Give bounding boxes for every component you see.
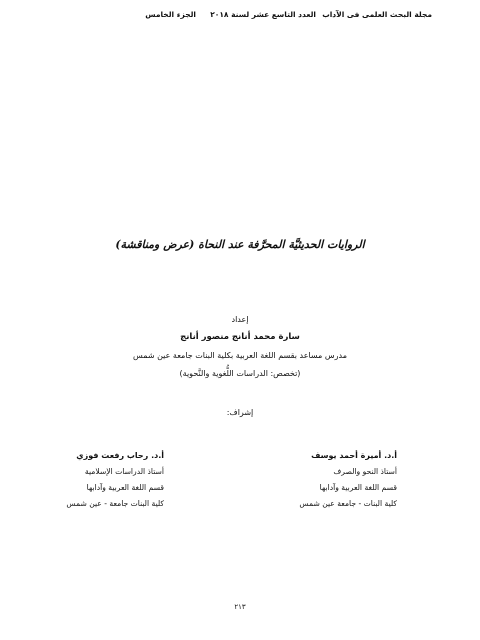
- supervisor-department: قسم اللغة العربية وآدابها: [319, 483, 397, 492]
- supervisor-position: أستاذ الدراسات الإسلامية: [84, 467, 164, 476]
- author-name: سارة محمد أنانج منصور أنانج: [180, 332, 300, 342]
- paper-title: الروايات الحديثيَّة المحرَّفة عند النحاة (عرض ومناقشة): [115, 238, 365, 251]
- author-role: مدرس مساعد بقسم اللغة العربية بكلية البنات جامعة عين شمس: [133, 351, 347, 360]
- preparation-label: إعداد: [231, 315, 249, 324]
- supervisor-block: [66, 448, 164, 512]
- header-journal-name: مجلة البحث العلمى فى الآداب: [322, 10, 432, 19]
- supervisor-name: أ.د. أميرة أحمد يوسف: [311, 451, 397, 460]
- supervisor-institution: كلية البنات - جامعة عين شمس: [299, 499, 397, 508]
- running-header: [90, 10, 432, 24]
- header-part: الجزء الخامس: [145, 10, 196, 19]
- supervisor-block: [299, 448, 397, 512]
- header-issue: العدد التاسع عشر لسنة ٢٠١٨: [210, 10, 316, 19]
- supervisor-name: أ.د. رحاب رفعت فوزي: [76, 451, 164, 460]
- page-number: ٢١٣: [234, 603, 246, 611]
- supervisor-institution: كلية البنات جامعة - عين شمس: [66, 499, 164, 508]
- supervisor-department: قسم اللغة العربية وآدابها: [86, 483, 164, 492]
- author-specialization: (تخصص: الدراسات اللُّغوية والنَّحوية): [179, 369, 301, 378]
- supervision-label: إشراف:: [226, 408, 254, 417]
- supervisor-position: أستاذ النحو والصرف: [333, 467, 397, 476]
